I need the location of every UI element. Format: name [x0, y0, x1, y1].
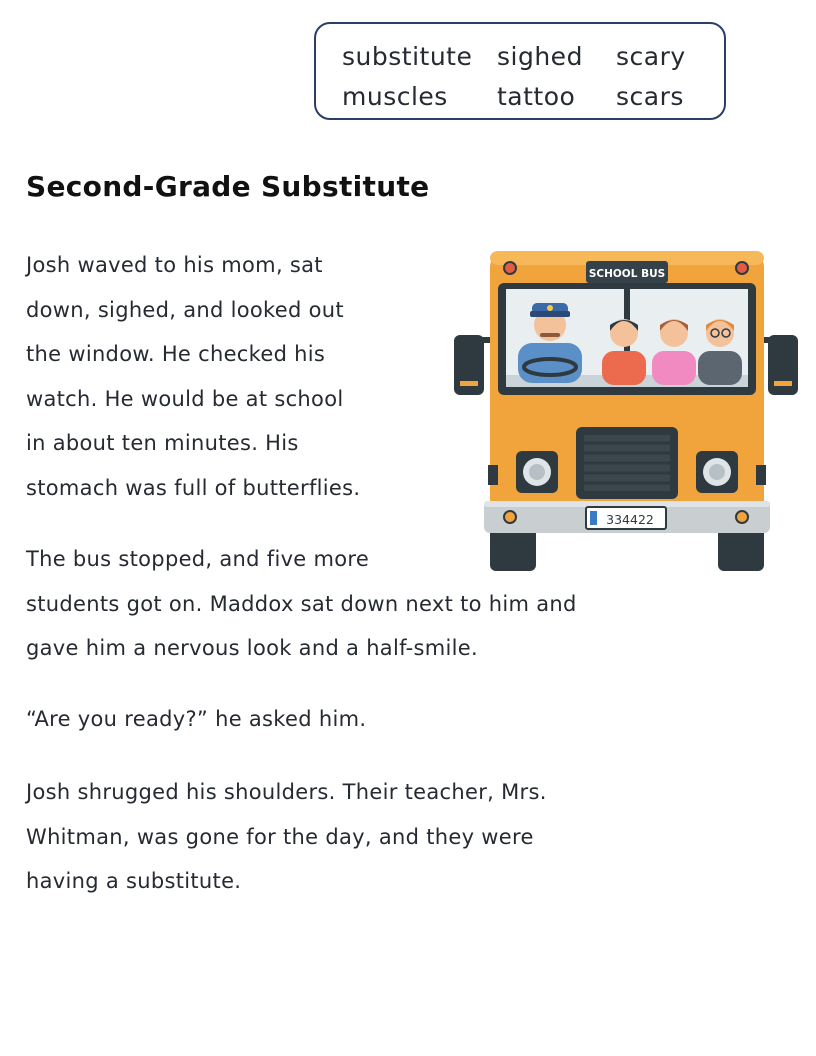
text-line: Josh waved to his mom, sat [26, 253, 323, 277]
left-mirror-icon [454, 335, 496, 395]
left-wheel [490, 527, 536, 571]
vocab-word: tattoo [497, 82, 576, 111]
story-paragraph-3 [26, 697, 366, 742]
text-line: stomach was full of butterflies. [26, 475, 361, 500]
vocab-word: muscles [342, 82, 448, 111]
top-left-light [504, 262, 516, 274]
license-plate-number: 334422 [606, 512, 654, 527]
story-title: Second-Grade Substitute [26, 170, 430, 203]
story-paragraph-4 [26, 770, 547, 904]
school-bus-illustration [450, 245, 802, 575]
text-line: the window. He checked his [26, 342, 326, 366]
vocab-word: substitute [342, 42, 473, 71]
vocab-word: sighed [497, 42, 583, 71]
text-line: gave him a nervous look and a half-smile. [26, 636, 478, 660]
text-line: watch. He would be at school [26, 386, 344, 411]
sign-text: SCHOOL BUS [588, 268, 666, 280]
right-wheel [718, 527, 764, 571]
text-line: Josh shrugged his shoulders. Their teacher, Mrs. [26, 780, 547, 804]
text-line: The bus stopped, and five more [26, 547, 370, 571]
text-line: in about ten minutes. His [26, 431, 299, 455]
story-paragraph-1 [26, 243, 360, 510]
top-right-light [736, 262, 748, 274]
text-line: Whitman, was gone for the day, and they were [26, 824, 534, 849]
text-line: having a substitute. [26, 869, 242, 893]
text-line: students got on. Maddox sat down next to him and [26, 591, 577, 616]
vocab-word: scars [616, 82, 684, 111]
text-line: down, sighed, and looked out [26, 297, 344, 322]
text-line: “Are you ready?” he asked him. [26, 707, 367, 731]
vocabulary-word-box [314, 22, 726, 120]
vocab-word: scary [616, 42, 686, 71]
